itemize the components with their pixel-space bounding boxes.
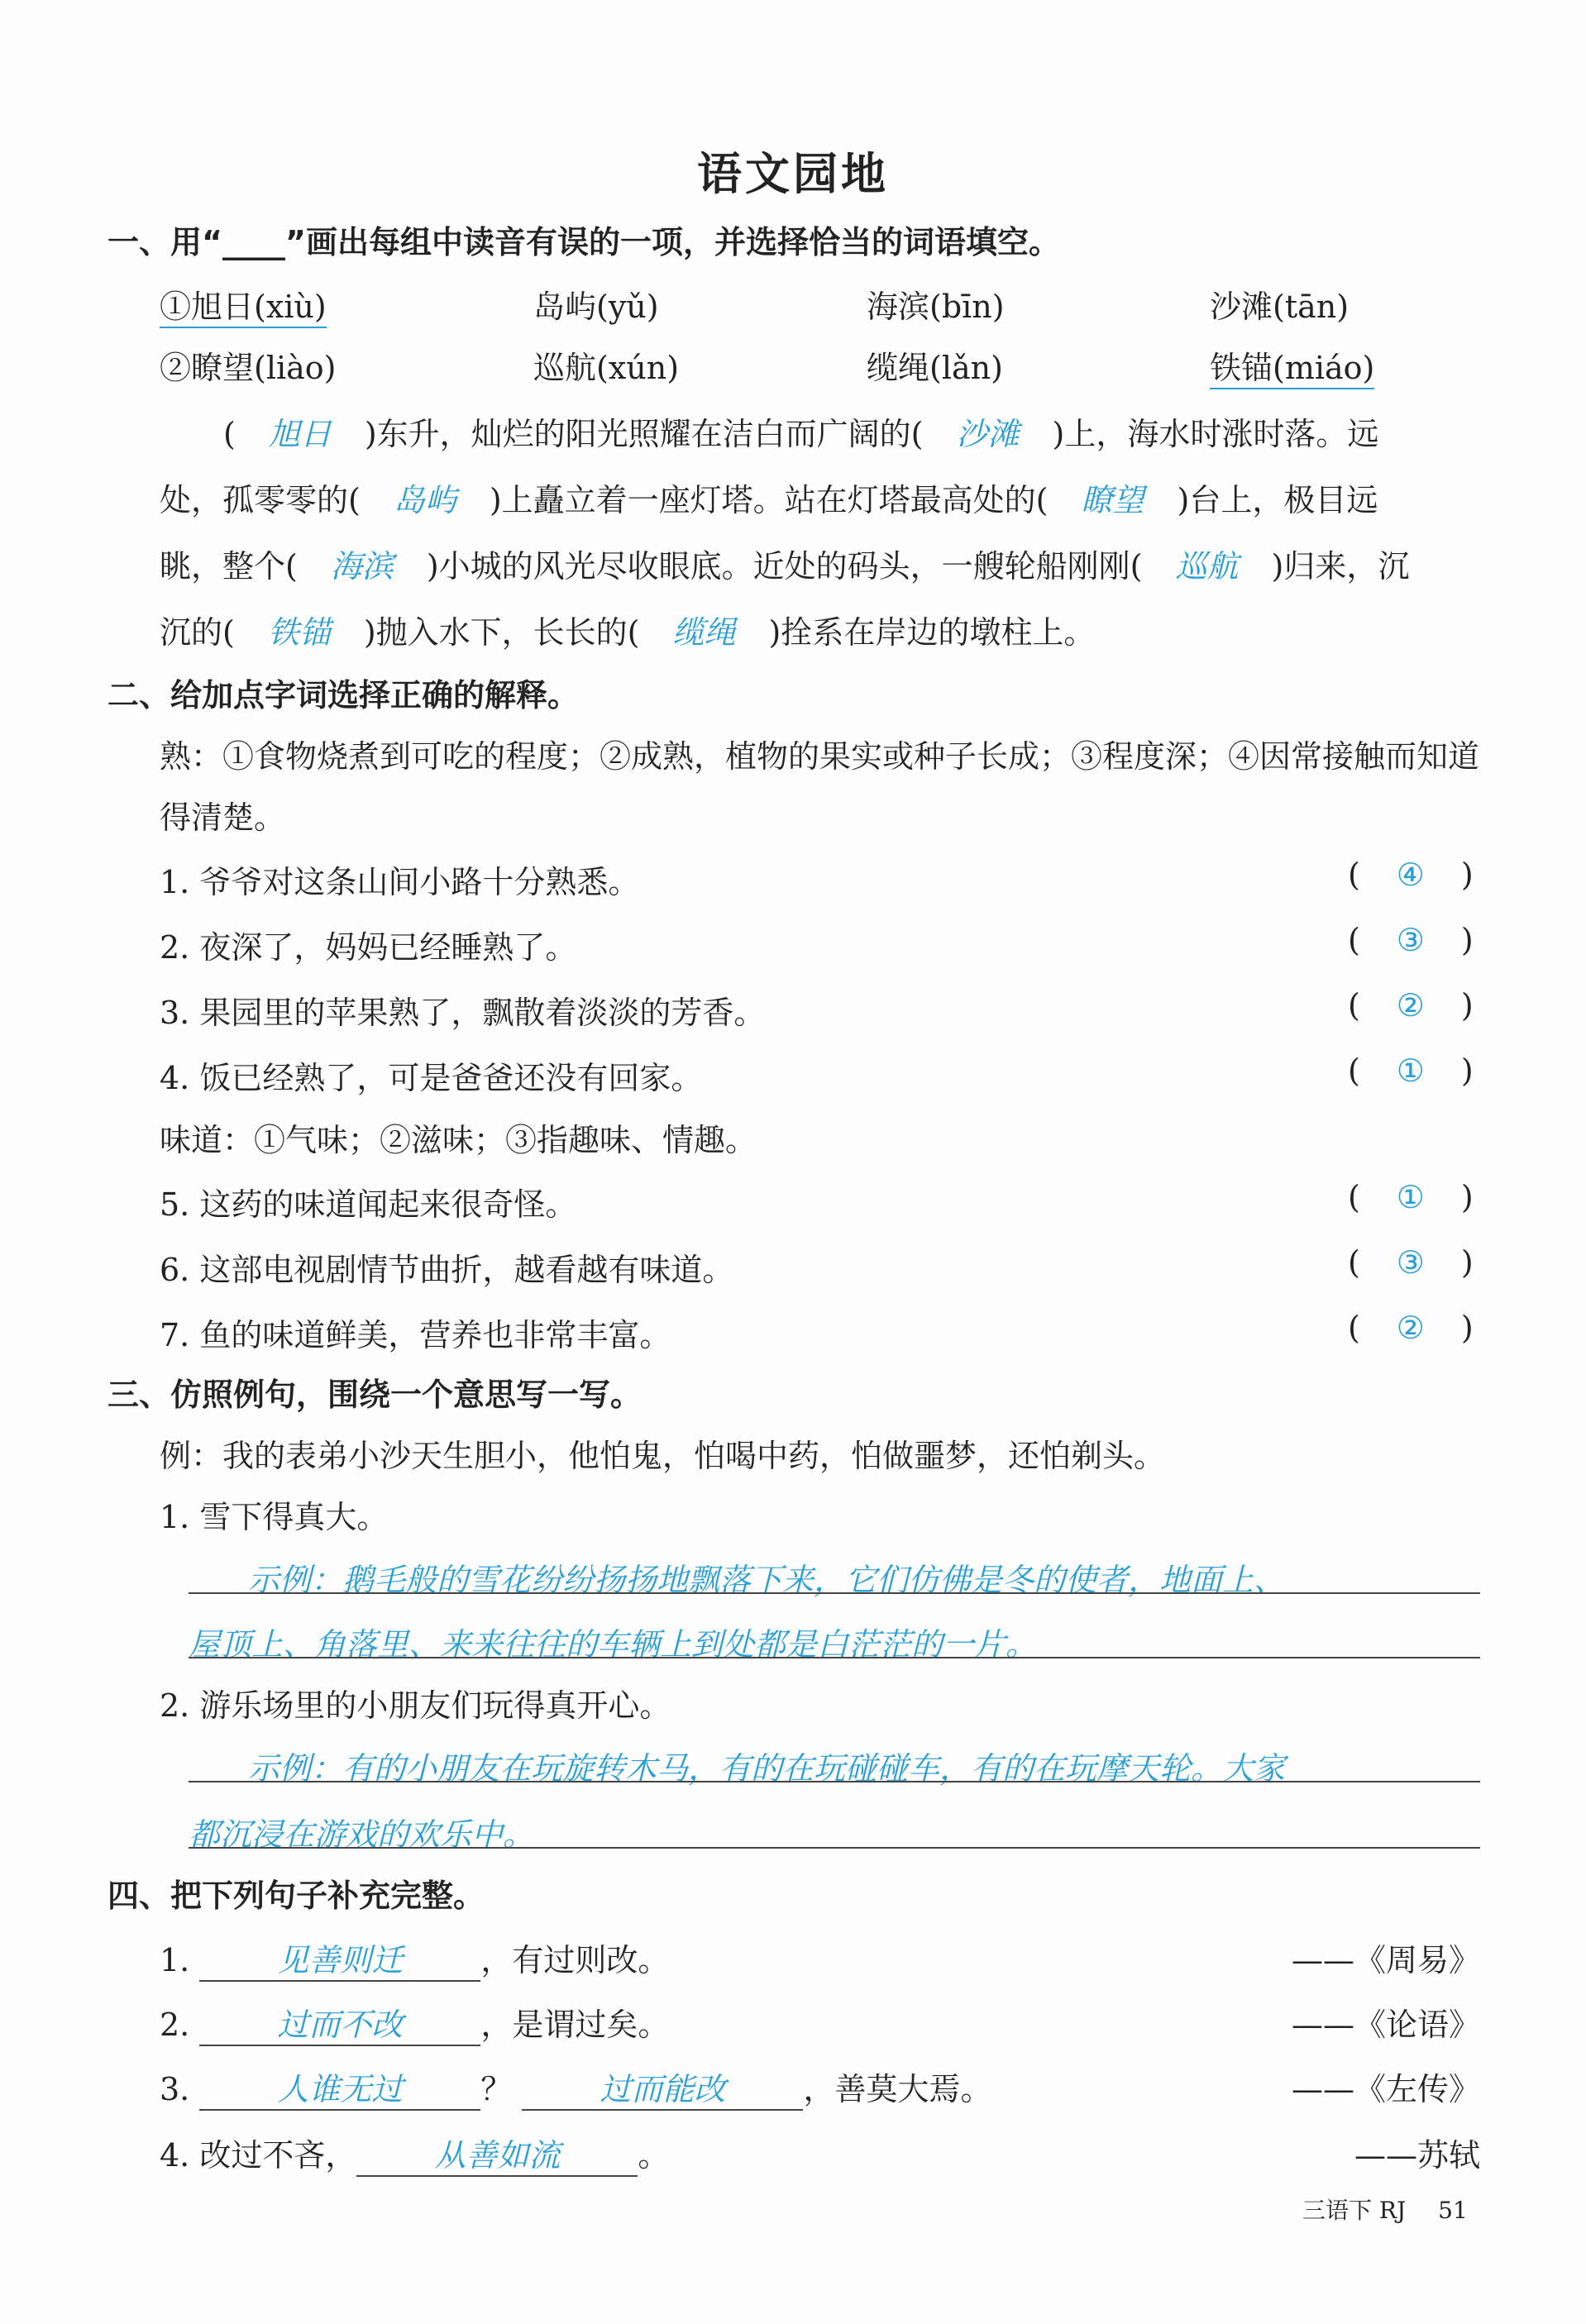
quote-source: ——《周易》	[1291, 1942, 1480, 1978]
section-1-heading: 一、用“____”画出每组中读音有误的一项，并选择恰当的词语填空。	[107, 224, 1060, 260]
quote-source: ——《左传》	[1291, 2071, 1480, 2107]
fill-paragraph-line-4: 沉的( 铁锚 )抛入水下，长长的( 缆绳 )拴系在岸边的墩柱上。	[160, 614, 1096, 651]
quote-line-3: 3. 人谁无过 ？ 过而能改 ，善莫大焉。	[160, 2064, 991, 2111]
pinyin-item-2-1: ②瞭望(liào)	[160, 350, 337, 386]
section-4-heading: 四、把下列句子补充完整。	[107, 1878, 485, 1914]
question-item: 4. 饭已经熟了，可是爸爸还没有回家。	[160, 1060, 703, 1096]
pinyin-item-1-1: ①旭日(xiù)	[160, 281, 327, 327]
answer-paren: ( ③ )	[1348, 922, 1474, 958]
quote-line-4: 4. 改过不吝， 从善如流 。	[160, 2130, 669, 2177]
writing-line	[189, 1847, 1480, 1849]
question-item: 6. 这部电视剧情节曲折，越看越有味道。	[160, 1252, 734, 1288]
prompt-1: 1. 雪下得真大。	[160, 1499, 389, 1535]
question-item: 7. 鱼的味道鲜美，营养也非常丰富。	[160, 1317, 671, 1353]
pinyin-item-2-4: 铁锚(miáo)	[1210, 342, 1374, 388]
page-number: 51	[1438, 2197, 1468, 2224]
book-label: 三语下 RJ	[1302, 2197, 1407, 2224]
page-title: 语文园地	[697, 148, 889, 200]
pinyin-item-1-2: 岛屿(yǔ)	[533, 289, 659, 325]
weidao-definition: 味道：①气味；②滋味；③指趣味、情趣。	[160, 1122, 757, 1158]
quote-line-2: 2. 过而不改 ，是谓过矣。	[160, 1999, 669, 2046]
pinyin-item-2-3: 缆绳(lǎn)	[867, 350, 1003, 386]
fill-paragraph-line-3: 眺，整个( 海滨 )小城的风光尽收眼底。近处的码头，一艘轮船刚刚( 巡航 )归来，沉	[160, 548, 1410, 585]
answer-paren: ( ② )	[1348, 987, 1474, 1024]
section-3-heading: 三、仿照例句，围绕一个意思写一写。	[107, 1377, 643, 1413]
example-sentence: 例：我的表弟小沙天生胆小，他怕鬼，怕喝中药，怕做噩梦，还怕剃头。	[160, 1438, 1166, 1474]
answer-2-line-1: 示例：有的小朋友在玩旋转木马，有的在玩碰碰车，有的在玩摩天轮。大家	[248, 1750, 1286, 1787]
section-2-heading: 二、给加点字词选择正确的解释。	[107, 677, 580, 713]
quote-source: ——《论语》	[1291, 2007, 1480, 2043]
question-item: 2. 夜深了，妈妈已经睡熟了。	[160, 929, 577, 966]
writing-line	[189, 1592, 1480, 1594]
answer-paren: ( ③ )	[1348, 1244, 1474, 1281]
answer-1-line-1: 示例：鹅毛般的雪花纷纷扬扬地飘落下来，它们仿佛是冬的使者，地面上、	[248, 1562, 1286, 1598]
writing-line	[189, 1781, 1480, 1782]
pinyin-item-1-3: 海滨(bīn)	[867, 289, 1005, 325]
shu-definition-cont: 得清楚。	[160, 799, 286, 836]
answer-paren: ( ① )	[1348, 1052, 1474, 1089]
quote-source: ——苏轼	[1354, 2137, 1480, 2174]
fill-paragraph-line-2: 处，孤零零的( 岛屿 )上矗立着一座灯塔。站在灯塔最高处的( 瞭望 )台上，极目远	[160, 482, 1378, 518]
question-item: 1. 爷爷对这条山间小路十分熟悉。	[160, 864, 640, 900]
answer-paren: ( ① )	[1348, 1179, 1474, 1215]
page-footer	[1302, 2193, 1468, 2226]
answer-paren: ( ④ )	[1348, 857, 1474, 893]
answer-paren: ( ② )	[1348, 1310, 1474, 1346]
shu-definition: 熟：①食物烧煮到可吃的程度；②成熟，植物的果实或种子长成；③程度深；④因常接触而知道	[160, 738, 1480, 775]
quote-line-1: 1. 见善则迁 ，有过则改。	[160, 1935, 669, 1982]
prompt-2: 2. 游乐场里的小朋友们玩得真开心。	[160, 1687, 671, 1724]
answer-1-line-2: 屋顶上、角落里、来来往往的车辆上到处都是白茫茫的一片。	[189, 1626, 1038, 1663]
question-item: 3. 果园里的苹果熟了，飘散着淡淡的芳香。	[160, 995, 766, 1031]
writing-line	[189, 1657, 1480, 1658]
fill-paragraph-line-1: ( 旭日 )东升，灿烂的阳光照耀在洁白而广阔的( 沙滩 )上，海水时涨时落。远	[223, 416, 1379, 452]
pinyin-item-1-4: 沙滩(tān)	[1210, 289, 1350, 325]
answer-2-line-2: 都沉浸在游戏的欢乐中。	[189, 1816, 535, 1853]
pinyin-item-2-2: 巡航(xún)	[533, 350, 680, 386]
question-item: 5. 这药的味道闻起来很奇怪。	[160, 1186, 577, 1223]
